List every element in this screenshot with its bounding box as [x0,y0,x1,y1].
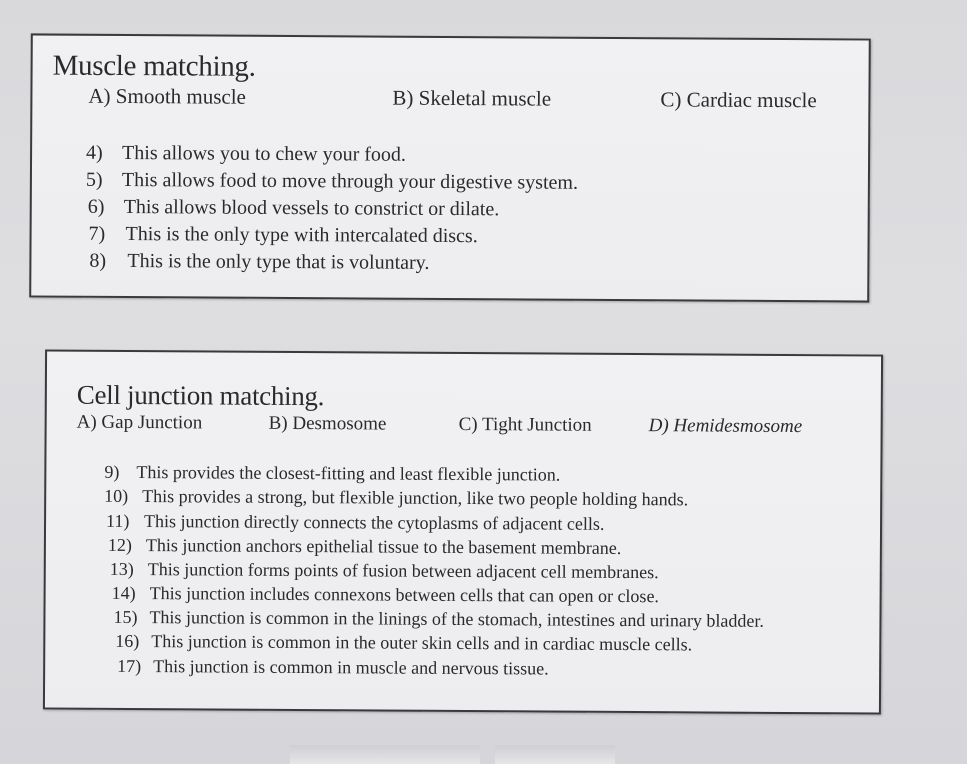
choice-gap-junction: A) Gap Junction [76,411,203,434]
muscle-matching-title: Muscle matching. [52,49,256,83]
question-item [106,511,604,535]
choice-smooth-muscle: A) Smooth muscle [88,83,247,109]
question-text: This is the only type with intercalated discs. [125,223,478,248]
choice-desmosome: B) Desmosome [268,412,387,435]
question-item [89,250,429,275]
question-number: 17) [117,655,142,677]
question-number: 10) [104,485,129,506]
question-item [115,631,692,656]
question-item [108,535,621,559]
question-text: This junction directly connects the cytoplasms of adjacent cells. [143,511,605,534]
question-text: This allows food to move through your digestive system. [121,168,579,194]
question-text: This junction is common in the outer skin cells and in cardiac muscle cells. [151,631,693,655]
choice-tight-junction: C) Tight Junction [458,413,592,436]
question-text: This junction is common in the linings of the stomach, intestines and urinary bladder. [149,607,764,631]
question-item [113,607,764,632]
question-item [104,486,688,511]
question-text: This junction includes connexons between cells that can open or close. [149,583,660,607]
bottom-glare-left [290,745,480,764]
question-number: 7) [88,222,106,245]
question-item [86,169,578,195]
question-number: 9) [104,461,120,482]
question-text: This allows you to chew your food. [122,141,407,166]
question-text: This provides the closest-fitting and least flexible junction. [136,462,561,485]
question-number: 6) [87,195,105,218]
question-number: 13) [109,558,134,579]
question-item [110,559,659,583]
cell-junction-matching-panel [43,349,883,714]
question-text: This provides a strong, but flexible junction, like two people holding hands. [142,486,689,510]
question-item [117,656,549,680]
question-text: This is the only type that is voluntary. [127,250,430,274]
question-number: 14) [111,582,136,604]
question-number: 5) [85,168,103,191]
cell-junction-title: Cell junction matching. [76,379,325,412]
question-text: This junction anchors epithelial tissue to the basement membrane. [145,535,622,558]
choice-hemidesmosome: D) Hemidesmosome [648,415,803,438]
question-item [89,223,478,248]
question-number: 8) [89,249,107,272]
question-text: This junction forms points of fusion between adjacent cell membranes. [147,559,659,583]
question-item [112,583,659,607]
question-text: This junction is common in muscle and nervous tissue. [153,656,549,679]
question-number: 16) [115,630,140,652]
question-item [86,142,406,167]
choice-skeletal-muscle: B) Skeletal muscle [392,85,552,111]
question-item [88,196,500,222]
question-text: This allows blood vessels to constrict or dilate. [123,196,500,221]
question-number: 12) [107,534,132,555]
bottom-glare-right [495,745,615,764]
choice-cardiac-muscle: C) Cardiac muscle [660,87,817,113]
question-item [104,462,560,486]
muscle-matching-panel [29,33,871,302]
question-number: 11) [106,510,130,531]
question-number: 4) [86,141,103,164]
question-number: 15) [113,606,138,628]
